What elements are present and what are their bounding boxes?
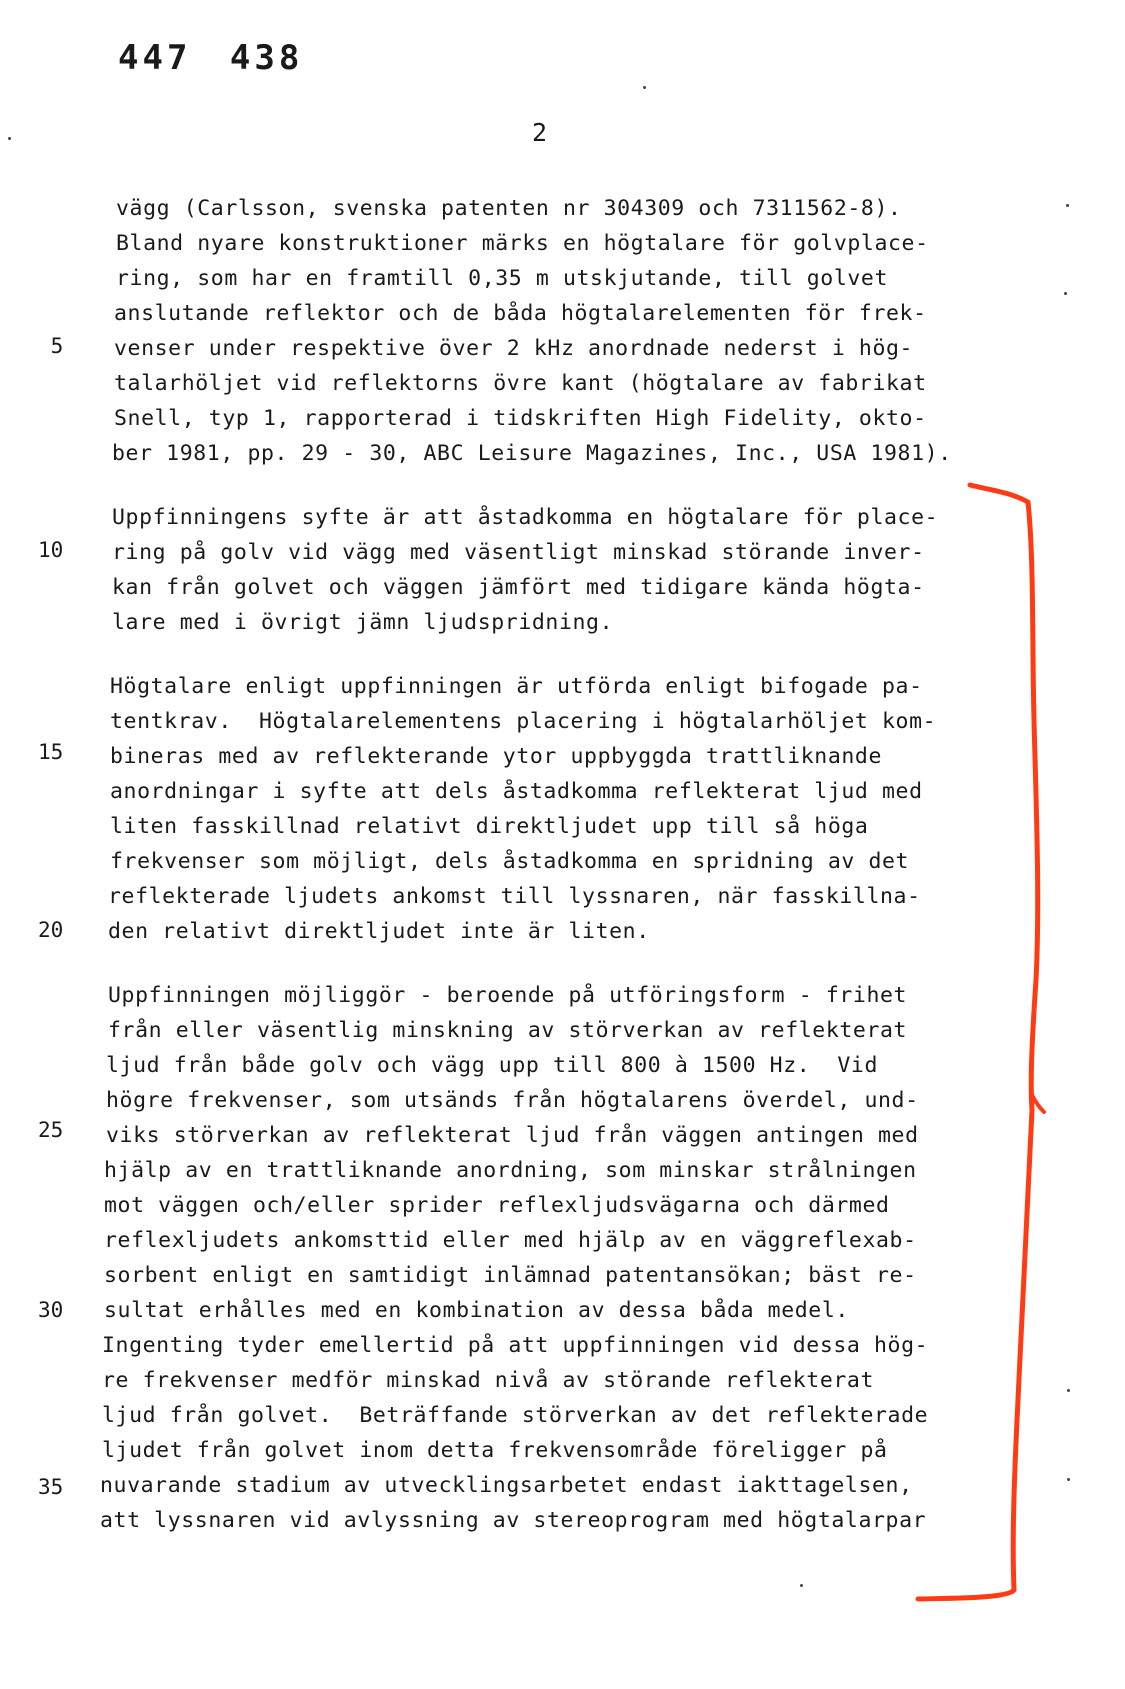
text-line: re frekvenser medför minskad nivå av störande reflekterat [102,1368,875,1393]
text-line: ring på golv vid vägg med väsentligt minskad störande inver- [112,540,925,565]
text-line: reflekterade ljudets ankomst till lyssnaren, när fasskillna- [108,884,921,909]
text-line: sorbent enligt en samtidigt inlämnad patentansökan; bäst re- [104,1263,917,1288]
text-line: Uppfinningen möjliggör - beroende på utföringsform - frihet [108,983,908,1008]
line-number-20: 20 [38,918,64,942]
line-number-15: 15 [38,740,64,764]
text-line: att lyssnaren vid avlyssning av stereoprogram med högtalarpar [100,1508,927,1533]
text-line: Högtalare enligt uppfinningen är utförda enligt bifogade pa- [110,674,923,699]
text-line: bineras med av reflekterande ytor uppbyggda trattliknande [110,744,883,769]
text-line: reflexljudets ankomsttid eller med hjälp av en väggreflexab- [104,1228,917,1253]
page-number: 2 [532,118,548,147]
line-number-30: 30 [38,1298,64,1322]
text-line: ljud från golvet. Beträffande störverkan av det reflekterade [102,1403,929,1428]
text-line: Ingenting tyder emellertid på att uppfinningen vid dessa hög- [102,1333,929,1358]
text-line: Bland nyare konstruktioner märks en högtalare för golvplace- [116,231,929,256]
text-line: venser under respektive över 2 kHz anordnade nederst i hög- [114,336,914,361]
line-number-10: 10 [38,538,64,562]
text-line: tentkrav. Högtalarelementens placering i högtalarhöljet kom- [110,709,937,734]
text-line: frekvenser som möjligt, dels åstadkomma en spridning av det [110,849,910,874]
text-line: den relativt direktljudet inte är liten. [108,919,650,944]
text-line: kan från golvet och väggen jämfört med tidigare kända högta- [112,575,925,600]
text-line: nuvarande stadium av utvecklingsarbetet endast iakttagelsen, [100,1473,913,1498]
text-line: Uppfinningens syfte är att åstadkomma en högtalare för place- [112,505,939,530]
patent-number: 447 438 [118,38,304,78]
text-line: ljudet från golvet inom detta frekvensområde föreligger på [102,1438,888,1463]
text-line: anslutande reflektor och de båda högtalarelementen för frek- [114,301,927,326]
line-number-5: 5 [38,334,64,358]
text-line: mot väggen och/eller sprider reflexljudsvägarna och därmed [104,1193,890,1218]
line-number-25: 25 [38,1118,64,1142]
text-line: lare med i övrigt jämn ljudspridning. [112,610,614,635]
text-line: liten fasskillnad relativt direktljudet upp till så höga [110,814,869,839]
text-line: ber 1981, pp. 29 - 30, ABC Leisure Magazines, Inc., USA 1981). [112,441,952,466]
text-line: hjälp av en trattliknande anordning, som minskar strålningen [104,1158,917,1183]
line-number-35: 35 [38,1475,64,1499]
text-line: viks störverkan av reflekterat ljud från väggen antingen med [106,1123,919,1148]
text-line: ring, som har en framtill 0,35 m utskjutande, till golvet [116,266,889,291]
text-line: talarhöljet vid reflektorns övre kant (högtalare av fabrikat [114,371,927,396]
red-bracket-stroke [918,485,1038,1599]
text-line: högre frekvenser, som utsänds från högtalarens överdel, und- [106,1088,919,1113]
text-line: från eller väsentlig minskning av störverkan av reflekterat [108,1018,908,1043]
text-line: vägg (Carlsson, svenska patenten nr 304309 och 7311562-8). [116,196,902,221]
text-line: anordningar i syfte att dels åstadkomma reflekterat ljud med [110,779,923,804]
text-line: ljud från både golv och vägg upp till 800 à 1500 Hz. Vid [106,1053,879,1078]
text-line: sultat erhålles med en kombination av dessa båda medel. [104,1298,849,1323]
text-line: Snell, typ 1, rapporterad i tidskriften High Fidelity, okto- [114,406,927,431]
